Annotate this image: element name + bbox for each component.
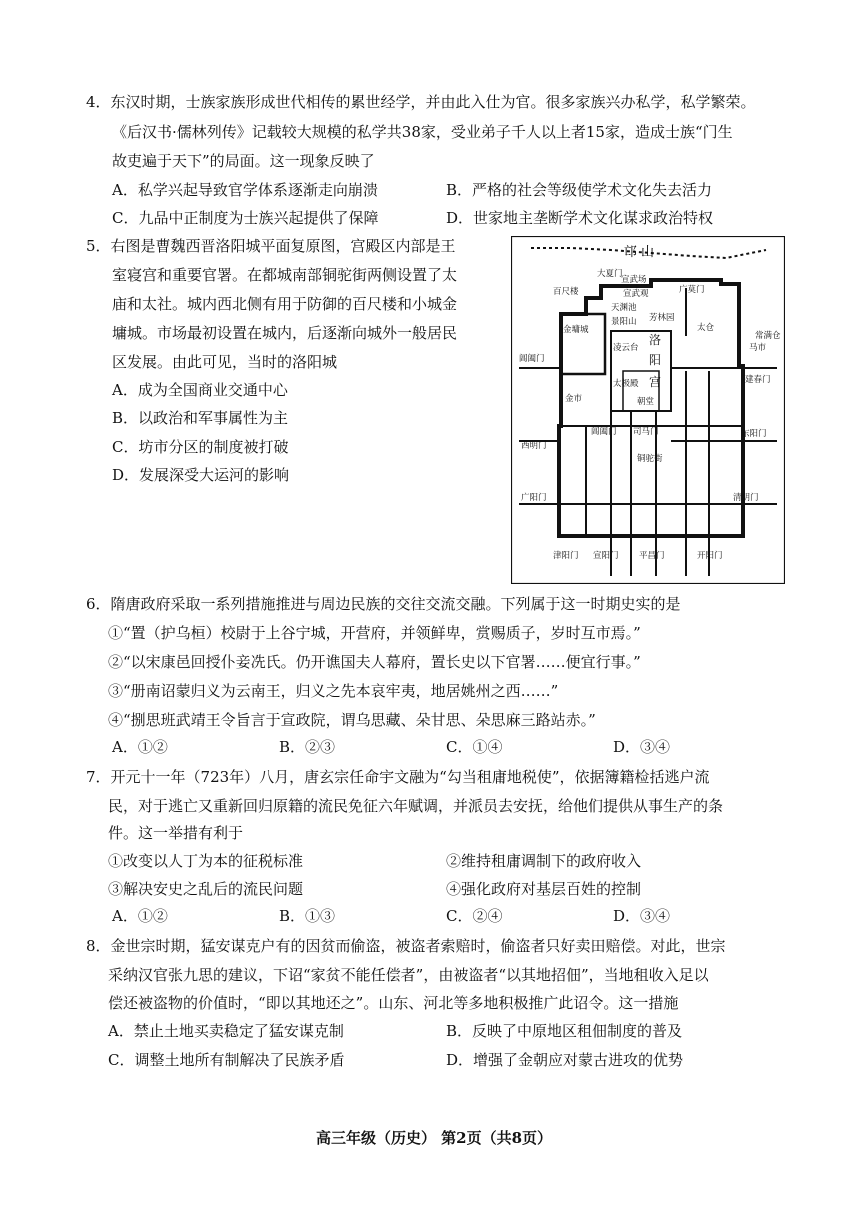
- label-guangyangmen: 广阳门: [521, 493, 547, 503]
- label-mashi: 马市: [749, 343, 767, 353]
- luoyang-city-map: [511, 236, 785, 584]
- label-ximingmen: 西明门: [521, 441, 547, 451]
- q7-item-3: ③解决安史之乱后的流民问题: [108, 880, 304, 898]
- q7-option-d[interactable]: D．③④: [613, 907, 671, 925]
- q6-option-a[interactable]: A．①②: [112, 738, 168, 756]
- q6-option-b[interactable]: B．②③: [279, 738, 336, 756]
- label-kaiyangmen: 开阳门: [697, 551, 723, 561]
- label-luo: 洛: [649, 333, 662, 347]
- label-simamen: 司马门: [633, 427, 659, 437]
- label-qingmingmen: 清明门: [733, 493, 759, 503]
- q6-item-3: ③“册南诏蒙归义为云南王，归义之先本哀牢夷，地居姚州之西……”: [108, 682, 559, 700]
- mountain-label: 邙 山: [623, 245, 655, 260]
- label-daxiamen: 大夏门: [597, 269, 623, 279]
- q4-option-d[interactable]: D．世家地主垄断学术文化谋求政治特权: [446, 209, 714, 227]
- label-jianchunmen: 建春门: [745, 375, 771, 385]
- q8-stem-line-2: 采纳汉官张九思的建议，下诏“家贫不能任偿者”，由被盗者“以其地招佃”，当地租收入足以: [108, 966, 709, 984]
- label-changhemen: 阊阖门: [519, 354, 545, 364]
- label-jinyongcheng: 金墉城: [563, 325, 589, 335]
- label-xuanyangmen: 宣阳门: [593, 551, 619, 561]
- label-tongtuojie: 铜驼街: [637, 454, 663, 464]
- label-tianyuanchi: 天渊池: [611, 303, 637, 313]
- q8-option-b[interactable]: B．反映了中原地区租佃制度的普及: [446, 1022, 683, 1040]
- label-xuanwuchang: 宣武场: [621, 275, 647, 285]
- label-jinyangmen: 津阳门: [553, 551, 579, 561]
- q7-item-4: ④强化政府对基层百姓的控制: [446, 880, 642, 898]
- q8-option-d[interactable]: D．增强了金朝应对蒙古进攻的优势: [446, 1051, 684, 1069]
- label-dongyangmen: 东阳门: [741, 429, 767, 439]
- q5-option-a[interactable]: A．成为全国商业交通中心: [112, 381, 288, 399]
- q4-stem-line-1: 4．东汉时期，士族家族形成世代相传的累世经学，并由此入仕为官。很多家族兴办私学，私学繁荣。: [86, 93, 756, 111]
- label-jinglingshan: 景阳山: [611, 317, 637, 327]
- label-fanglinyuan: 芳林园: [649, 313, 675, 323]
- label-lingyuntai: 凌云台: [613, 343, 639, 353]
- label-taijidian: 太极殿: [613, 379, 639, 389]
- q7-stem-line-3: 件。这一举措有利于: [108, 824, 244, 842]
- q5-option-b[interactable]: B．以政治和军事属性为主: [112, 409, 289, 427]
- q6-item-1: ①“置（护乌桓）校尉于上谷宁城，开营府，并领鲜卑，赏赐质子，岁时互市焉。”: [108, 624, 641, 642]
- label-changhemen-south: 阊阖门: [591, 427, 617, 437]
- q5-stem-line-4: 墉城。市场最初设置在城内，后逐渐向城外一般居民: [112, 324, 458, 342]
- q7-option-c[interactable]: C．②④: [446, 907, 503, 925]
- label-yang: 阳: [649, 353, 662, 367]
- q4-option-c[interactable]: C．九品中正制度为士族兴起提供了保障: [112, 209, 379, 227]
- q5-option-c[interactable]: C．坊市分区的制度被打破: [112, 438, 289, 456]
- q7-stem-line-2: 民，对于逃亡又重新回归原籍的流民免征六年赋调，并派员去安抚，给他们提供从事生产的条: [108, 797, 724, 815]
- q7-stem-line-1: 7．开元十一年（723年）八月，唐玄宗任命宇文融为“勾当租庸地税使”，依据簿籍检括逃户流: [86, 768, 710, 786]
- label-chaotang: 朝堂: [637, 397, 655, 407]
- q8-option-c[interactable]: C．调整土地所有制解决了民族矛盾: [108, 1051, 345, 1069]
- q7-option-b[interactable]: B．①③: [279, 907, 336, 925]
- q6-option-d[interactable]: D．③④: [613, 738, 671, 756]
- label-xuanwuguan: 宣武观: [623, 289, 649, 299]
- label-baichilou: 百尺楼: [553, 287, 579, 297]
- label-changmancang: 常满仓: [755, 331, 781, 341]
- q4-option-a[interactable]: A．私学兴起导致官学体系逐渐走向崩溃: [112, 181, 378, 199]
- q4-stem-line-2: 《后汉书·儒林列传》记载较大规模的私学共38家，受业弟子千人以上者15家，造成士族“门生: [112, 123, 733, 141]
- page-footer: 高三年级（历史） 第2页（共8页）: [315, 1129, 553, 1147]
- q5-stem-line-3: 庙和太社。城内西北侧有用于防御的百尺楼和小城金: [112, 295, 458, 313]
- q5-stem-line-2: 室寝宫和重要官署。在都城南部铜驼街两侧设置了太: [112, 266, 458, 284]
- q6-item-4: ④“捌思班武靖王令旨言于宣政院，谓乌思藏、朵甘思、朵思麻三路站赤。”: [108, 711, 596, 729]
- q5-stem-line-1: 5．右图是曹魏西晋洛阳城平面复原图，宫殿区内部是王: [86, 237, 456, 255]
- label-pingchangmen: 平昌门: [639, 551, 665, 561]
- q6-option-c[interactable]: C．①④: [446, 738, 503, 756]
- label-jinshi: 金市: [565, 394, 583, 404]
- q7-item-2: ②维持租庸调制下的政府收入: [446, 852, 642, 870]
- q4-stem-line-3: 故吏遍于天下”的局面。这一现象反映了: [112, 152, 375, 170]
- q8-option-a[interactable]: A．禁止土地买卖稳定了猛安谋克制: [108, 1022, 344, 1040]
- q5-stem-line-5: 区发展。由此可见，当时的洛阳城: [112, 353, 338, 371]
- q4-option-b[interactable]: B．严格的社会等级使学术文化失去活力: [446, 181, 713, 199]
- label-guangmomen: 广莫门: [679, 285, 705, 295]
- q6-stem: 6．隋唐政府采取一系列措施推进与周边民族的交往交流交融。下列属于这一时期史实的是: [86, 595, 681, 613]
- q6-item-2: ②“以宋康邑回授仆妾冼氏。仍开谯国夫人幕府，置长史以下官署……便宜行事。”: [108, 653, 641, 671]
- q8-stem-line-3: 偿还被盗物的价值时，“即以其地还之”。山东、河北等多地积极推广此诏令。这一措施: [108, 994, 679, 1012]
- q5-option-d[interactable]: D．发展深受大运河的影响: [112, 466, 290, 484]
- q7-option-a[interactable]: A．①②: [112, 907, 168, 925]
- q7-item-1: ①改变以人丁为本的征税标准: [108, 852, 304, 870]
- label-taicang: 太仓: [697, 323, 715, 333]
- q8-stem-line-1: 8．金世宗时期，猛安谋克户有的因贫而偷盗，被盗者索赔时，偷盗者只好卖田赔偿。对此，世宗: [86, 937, 726, 955]
- label-gong: 宫: [649, 375, 662, 389]
